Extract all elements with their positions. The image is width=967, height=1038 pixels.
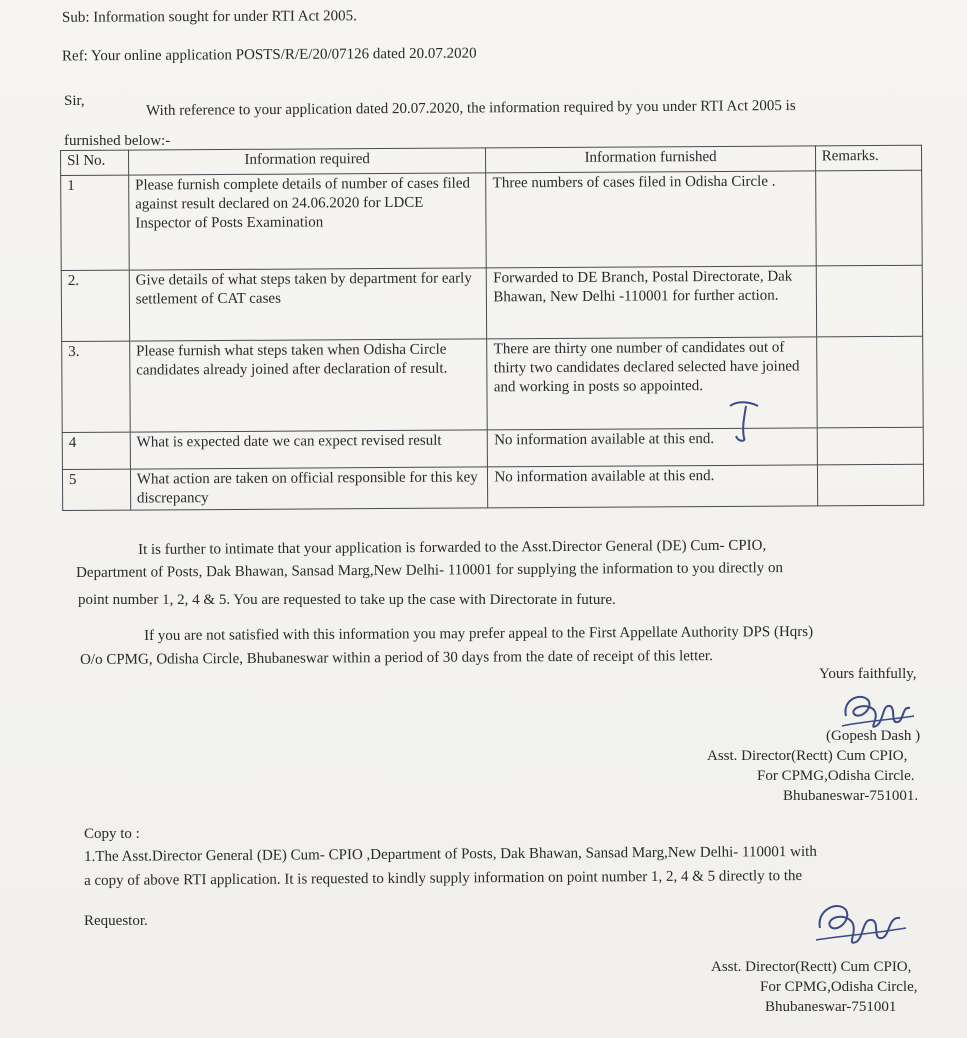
row-remarks bbox=[817, 464, 924, 506]
signatory2-city: Bhubaneswar-751001 bbox=[765, 999, 897, 1015]
para2-line-2: O/o CPMG, Odisha Circle, Bhubaneswar within a period of 30 days from the date of receipt of this letter. bbox=[80, 648, 713, 668]
copy-to-line-2: a copy of above RTI application. It is requested to kindly supply information on point number 1, 2, 4 & 5 directly to the bbox=[84, 867, 803, 889]
row-information-required: Please furnish what steps taken when Odisha Circle candidates already joined after declaration of result. bbox=[130, 339, 488, 432]
signatory2-designation: Asst. Director(Rectt) Cum CPIO, bbox=[711, 959, 912, 975]
table-row bbox=[61, 170, 923, 270]
intro-line-2: furnished below:- bbox=[64, 133, 171, 149]
row-sl: 5 bbox=[62, 469, 130, 510]
table-row bbox=[62, 336, 924, 432]
salutation: Sir, bbox=[64, 93, 85, 109]
para2-line-1: If you are not satisfied with this information you may prefer appeal to the First Appellate Authority DPS (Hqrs) bbox=[144, 623, 814, 644]
copy-to-line-3: Requestor. bbox=[84, 913, 148, 929]
copy-to-line-1: 1.The Asst.Director General (DE) Cum- CPIO ,Department of Posts, Dak Bhawan, Sansad Marg,New Delhi- 110001 with bbox=[84, 843, 817, 865]
handwritten-correction-mark bbox=[724, 398, 764, 444]
table-row bbox=[62, 427, 923, 469]
signatory-office: For CPMG,Odisha Circle. bbox=[757, 768, 915, 784]
row-information-required: Give details of what steps taken by department for early settlement of CAT cases bbox=[129, 268, 487, 341]
signatory2-office: For CPMG,Odisha Circle, bbox=[760, 979, 918, 995]
signatory-city: Bhubaneswar-751001. bbox=[783, 788, 919, 804]
row-remarks bbox=[816, 265, 923, 337]
closing-line: Yours faithfully, bbox=[819, 666, 917, 682]
row-information-furnished: No information available at this end. bbox=[488, 465, 817, 508]
copy-to-label: Copy to : bbox=[84, 826, 140, 842]
row-information-required: What is expected date we can expect revised result bbox=[130, 430, 488, 469]
reference-line: Ref: Your online application POSTS/R/E/20/07126 dated 20.07.2020 bbox=[61, 45, 477, 65]
row-sl: 4 bbox=[62, 432, 130, 469]
rti-information-table bbox=[60, 145, 924, 511]
row-information-furnished: There are thirty one number of candidates out of thirty two candidates declared selected have joined and working in posts so appointed. bbox=[487, 337, 817, 430]
header-remarks: Remarks. bbox=[815, 145, 922, 171]
row-information-furnished: Forwarded to DE Branch, Postal Directorate, Dak Bhawan, New Delhi -110001 for further action. bbox=[487, 266, 817, 339]
table-row bbox=[62, 464, 923, 510]
row-information-furnished: No information available at this end. bbox=[488, 428, 817, 467]
row-information-furnished: Three numbers of cases filed in Odisha Circle . bbox=[486, 171, 816, 268]
row-remarks bbox=[816, 336, 923, 428]
row-remarks bbox=[817, 427, 924, 465]
signatory-name: (Gopesh Dash ) bbox=[826, 728, 921, 744]
row-information-required: What action are taken on official responsible for this key discrepancy bbox=[130, 467, 488, 510]
header-information-furnished: Information furnished bbox=[486, 146, 815, 173]
para1-line-2: Department of Posts, Dak Bhawan, Sansad Marg,New Delhi- 110001 for supplying the information to you directly on bbox=[76, 560, 784, 581]
signatory-designation: Asst. Director(Rectt) Cum CPIO, bbox=[707, 748, 908, 764]
header-information-required: Information required bbox=[128, 148, 486, 175]
row-sl: 3. bbox=[62, 341, 130, 432]
table-row bbox=[61, 265, 922, 341]
signature-image bbox=[810, 892, 910, 956]
subject-line: Sub: Information sought for under RTI Act 2005. bbox=[61, 8, 357, 26]
row-remarks bbox=[815, 170, 922, 266]
para1-line-3: point number 1, 2, 4 & 5. You are requested to take up the case with Directorate in future. bbox=[78, 592, 616, 608]
row-information-required: Please furnish complete details of number of cases filed against result declared on 24.06.2020 for LDCE Inspector of Posts Examination bbox=[129, 173, 487, 270]
header-sl-no: Sl No. bbox=[61, 150, 129, 175]
row-sl: 1 bbox=[61, 175, 129, 270]
intro-line-1: With reference to your application dated 20.07.2020, the information required by you under RTI Act 2005 is bbox=[146, 97, 796, 119]
para1-line-1: It is further to intimate that your application is forwarded to the Asst.Director General (DE) Cum- CPIO, bbox=[138, 537, 767, 558]
row-sl: 2. bbox=[61, 270, 129, 341]
